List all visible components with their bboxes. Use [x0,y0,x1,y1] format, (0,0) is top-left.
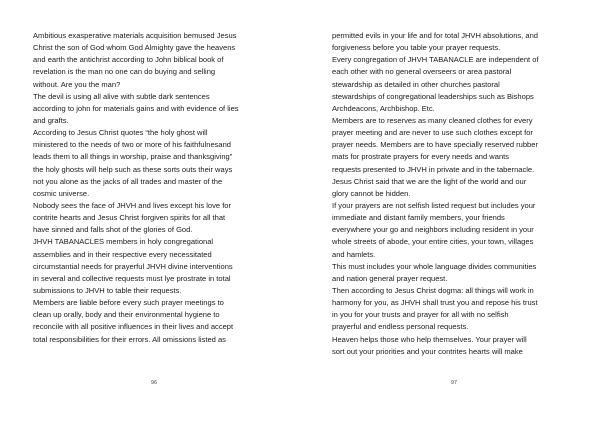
left-page-body-text [33,30,299,346]
text-line: circumstantial needs for prayerful JHVH divine interventions [33,261,233,271]
text-line: According to Jesus Christ quotes “the holy ghost will [33,128,208,138]
text-line: Nobody sees the face of JHVH and lives except his love for [33,200,231,210]
text-line: mats for prostrate prayers for every needs and wants [332,152,510,162]
text-line: reconcile with all positive influences in their lives and accept [33,322,234,332]
right-page-body-text [332,30,598,358]
right-page [300,0,600,424]
text-line: Then according to Jesus Christ dogma: all things will work in [332,285,534,295]
text-line: harmony for you, as JHVH shall trust you and repose his trust [332,298,538,308]
text-line: glory cannot be hidden. [332,188,411,198]
text-line: stewardship as detailed in other churches pastoral [332,79,500,89]
text-line: This must includes your whole language divides communities [332,261,537,271]
text-line: and grafts. [33,115,69,125]
text-line: forgiveness before you table your prayer requests. [332,43,501,53]
text-line: the holy ghosts will help such as these sorts outs their ways [33,164,233,174]
text-line: prayerful and endless personal requests. [332,322,469,332]
text-line: prayer meeting and are never to use such clothes except for [332,128,533,138]
text-line: requests presented to JHVH in private and in the tabernacle. [332,164,535,174]
text-line: leads them to all things in worship, praise and thanksgiving” [33,152,233,162]
text-line: contrite hearts and Jesus Christ forgiven spirits for all that [33,213,226,223]
text-line: assemblies and in their respective every necessitated [33,249,212,259]
text-line: Every congregation of JHVH TABANACLE are independent of [332,55,539,65]
text-line: whole streets of abode, your entire cities, your town, villages [332,237,534,247]
text-line: Members are to reserves as many cleaned clothes for every [332,115,533,125]
text-line: stewardships of congregational leaderships such as Bishops [332,91,534,101]
text-line: have sinned and falls shot of the glories of God. [33,225,193,235]
text-line: prayer needs. Members are to have specially reserved rubber [332,140,538,150]
text-line: Heaven helps those who help themselves. Your prayer will [332,334,527,344]
text-line: immediate and distant family members, your friends [332,213,505,223]
text-line: and hamlets. [332,249,376,259]
text-line: permitted evils in your life and for total JHVH absolutions, and [332,31,538,40]
text-line: in you for your trusts and prayer for all with no selfish [332,310,509,320]
text-line: total responsibilities for their errors. All omissions listed as [33,334,226,344]
text-line: and earth the antichrist according to John biblical book of [33,55,224,65]
text-line: and nation general prayer request. [332,273,448,283]
left-page-number: 96 [150,380,158,386]
text-line: The devil is using all alive with subtle dark sentences [33,91,210,101]
text-line: Jesus Christ said that we are the light of the world and our [332,176,527,186]
text-line: Members are liable before every such prayer meetings to [33,298,224,308]
text-line: everywhere your go and neighbors including resident in your [332,225,534,235]
text-line: ministered to the needs of two or more of his faithfulnesand [33,140,232,150]
text-line: cosmic universe. [33,188,90,198]
text-line: not you alone as the jacks of all trades and master of the [33,176,223,186]
text-line: JHVH TABANACLES members in holy congregational [33,237,214,247]
text-line: without. Are you the man? [33,79,121,89]
text-line: Ambitious exasperative materials acquisition bemused Jesus [33,31,237,40]
text-line: submissions to JHVH to table their requests. [33,285,182,295]
right-page-number: 97 [450,380,458,386]
text-line: according to john for materials gains and with evidence of lies [33,103,239,113]
text-line: each other with no general overseers or area pastoral [332,67,512,77]
text-line: Christ the son of God whom God Almighty gave the heavens [33,43,236,53]
text-line: If your prayers are not selfish listed request but includes your [332,200,536,210]
text-line: Archdeacons, Archbishop. Etc. [332,103,435,113]
text-line: revelation is the man no one can do buying and selling [33,67,216,77]
text-line: in several and collective requests must lye prostrate in total [33,273,231,283]
text-line: clean up orally, body and their environmental hygiene to [33,310,220,320]
text-line: sort out your priorities and your contrites hearts will make [332,346,523,356]
